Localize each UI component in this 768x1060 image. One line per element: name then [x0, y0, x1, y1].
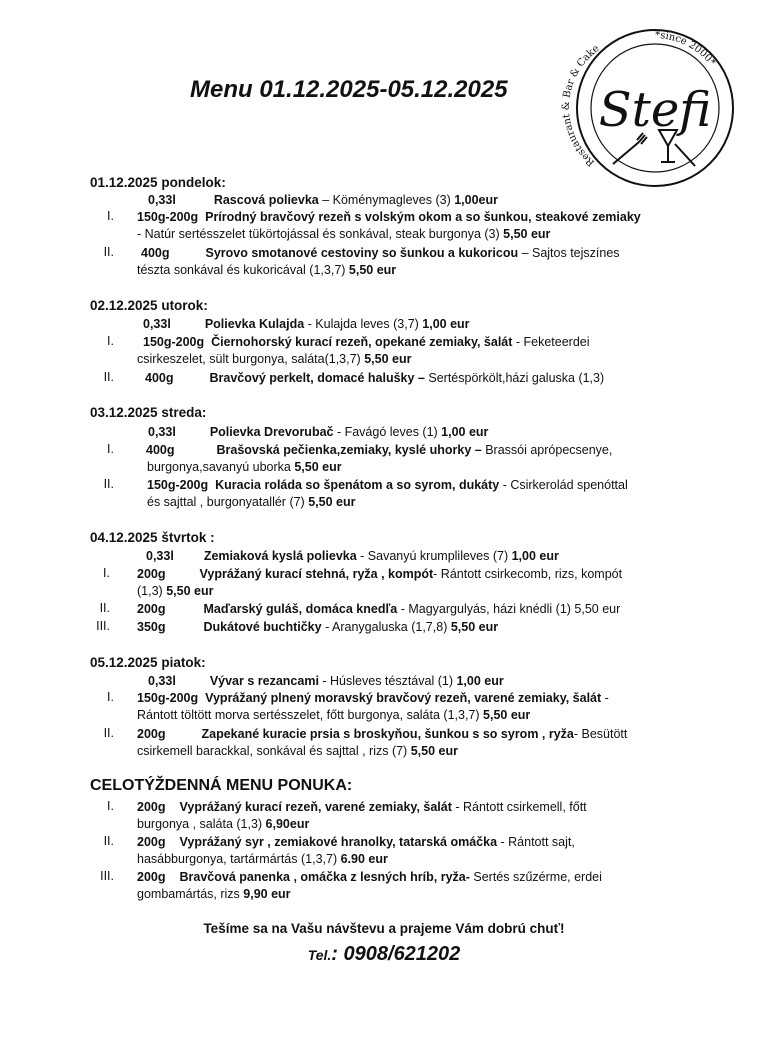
menu-item: 400g Brašovská pečienka,zemiaky, kyslé uhorky – Brassói aprópecsenye, [146, 443, 613, 457]
item-number: III. [96, 619, 110, 633]
menu-item-translation: csirkemell barackkal, sonkával és sajttal , rizs (7) 5,50 eur [137, 744, 458, 758]
menu-item-translation: és sajttal , burgonyatallér (7) 5,50 eur [147, 495, 356, 509]
day-heading: 01.12.2025 pondelok: [90, 175, 226, 190]
menu-item: 150g-200g Čiernohorský kurací rezeň, opekané zemiaky, šalát - Feketeerdei [143, 335, 590, 349]
menu-item-translation: tészta sonkával és kukoricával (1,3,7) 5,50 eur [137, 263, 397, 277]
item-number: II. [103, 245, 114, 259]
day-heading: 03.12.2025 streda: [90, 405, 207, 420]
item-number: II. [103, 370, 114, 384]
logo-ring-left: Restaurant & Bar & Cake [560, 43, 602, 169]
closing-message: Tešíme sa na Vašu návštevu a prajeme Vám dobrú chuť! [203, 921, 565, 936]
item-number: I. [107, 209, 114, 223]
menu-item-translation: hasábburgonya, tartármártás (1,3,7) 6.90 eur [137, 852, 388, 866]
menu-item: 350g Dukátové buchtičky - Aranygaluska (1,7,8) 5,50 eur [137, 620, 499, 634]
item-number: I. [107, 334, 114, 348]
menu-item: 150g-200g Kuracia roláda so špenátom a so syrom, dukáty - Csirkerolád spenóttal [147, 478, 628, 492]
logo-ring-right: *since 2000* [654, 29, 718, 69]
phone-number: Tel.: 0908/621202 [307, 943, 461, 965]
logo-brand: Stefi [598, 82, 712, 138]
item-number: II. [99, 601, 110, 615]
menu-item-translation: csirkeszelet, sült burgonya, saláta(1,3,7) 5,50 eur [137, 352, 412, 366]
item-number: II. [103, 477, 114, 491]
menu-item: 150g-200g Vyprážaný plnený moravský bravčový rezeň, varené zemiaky, šalát - [137, 691, 609, 705]
menu-item-translation: gombamártás, rizs 9,90 eur [137, 887, 291, 901]
menu-item: 200g Vyprážaný kurací rezeň, varené zemiaky, šalát - Rántott csirkemell, főtt [137, 800, 587, 814]
menu-title: Menu 01.12.2025-05.12.2025 [190, 76, 508, 103]
item-number: I. [103, 566, 110, 580]
menu-item: 400g Bravčový perkelt, domacé halušky – Sertéspörkölt,házi galuska (1,3) [145, 371, 605, 385]
svg-text:Restaurant & Bar & Cake [561, 43, 602, 168]
soup-line: 0,33l Zemiaková kyslá polievka - Savanyú krumplileves (7) 1,00 eur [146, 549, 559, 563]
item-number: I. [107, 442, 114, 456]
soup-line: 0,33l Vývar s rezancami - Húsleves tésztával (1) 1,00 eur [148, 674, 504, 688]
menu-item-translation: - Natúr sertésszelet tükörtojással és sonkával, steak burgonya (3) 5,50 eur [137, 227, 551, 241]
menu-item-translation: burgonya,savanyú uborka 5,50 eur [147, 460, 342, 474]
day-heading: 02.12.2025 utorok: [90, 298, 208, 313]
item-number: I. [107, 799, 114, 813]
soup-line: 0,33l Polievka Drevorubač - Favágó leves (1) 1,00 eur [148, 425, 489, 439]
menu-item-translation: burgonya , saláta (1,3) 6,90eur [137, 817, 310, 831]
menu-item: 150g-200g Prírodný bravčový rezeň s volským okom a so šunkou, steakové zemiaky [137, 210, 641, 224]
item-number: I. [107, 690, 114, 704]
restaurant-logo [555, 22, 747, 190]
menu-item: 200g Maďarský guláš, domáca knedľa - Magyargulyás, házi knédli (1) 5,50 eur [137, 602, 621, 616]
menu-item: 200g Bravčová panenka , omáčka z lesných hríb, ryža- Sertés szűzérme, erdei [137, 870, 602, 884]
menu-item: 200g Zapekané kuracie prsia s broskyňou, šunkou s so syrom , ryža- Besütött [137, 727, 628, 741]
day-heading: 04.12.2025 štvrtok : [90, 530, 215, 545]
menu-item-translation: (1,3) 5,50 eur [137, 584, 214, 598]
weekly-menu-title: CELOTÝŽDENNÁ MENU PONUKA: [90, 777, 353, 794]
soup-line: 0,33l Polievka Kulajda - Kulajda leves (3,7) 1,00 eur [143, 317, 470, 331]
menu-item-translation: Rántott töltött morva sertésszelet, főtt burgonya, saláta (1,3,7) 5,50 eur [137, 708, 531, 722]
item-number: III. [100, 869, 114, 883]
soup-line: 0,33l Rascová polievka – Köménymagleves (3) 1,00eur [148, 193, 498, 207]
item-number: II. [103, 726, 114, 740]
menu-item: 200g Vyprážaný syr , zemiakové hranolky, tatarská omáčka - Rántott sajt, [137, 835, 575, 849]
menu-item: 200g Vyprážaný kurací stehná, ryža , kompót- Rántott csirkecomb, rizs, kompót [137, 567, 623, 581]
day-heading: 05.12.2025 piatok: [90, 655, 206, 670]
item-number: II. [103, 834, 114, 848]
menu-item: 400g Syrovo smotanové cestoviny so šunkou a kukoricou – Sajtos tejszínes [141, 246, 620, 260]
